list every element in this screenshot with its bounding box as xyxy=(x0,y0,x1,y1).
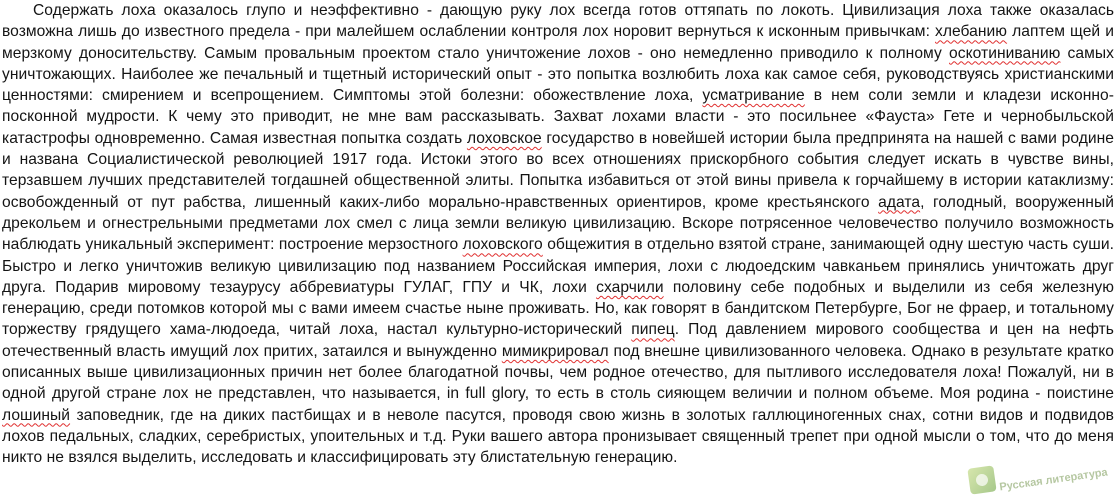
misspelled-word[interactable]: лоховское xyxy=(466,129,542,147)
text-run: самых уничтожающих. Наиболее же печальный и тщетный исторический опыт - это попытка возлюбить лоха как самое себя, руководствуясь христианскими ценностями: смирением и всепрощением. Симптомы этой болезни: обожествление лоха, xyxy=(2,44,1114,105)
text-run: под внешне цивилизованного человека. Однако в результате кратко описанных выше цивилизационных причин нет более благодатной почвы, чем родное отечество, для пытливого исследователя лоха! Пожалуй, ни в одной другой стране лох не представлен, что называется, in full glory, то есть в столь сияющем величии и полном объеме. Моя родина - поистине xyxy=(2,342,1114,403)
text-run: , голодный, вооруженный дрекольем и огнестрельными предметами лох смел с лица земли великую цивилизацию. Вскоре потрясенное человечество получило возможность наблюдать уникальный эксперимент: построение мерзостного xyxy=(2,193,1114,254)
text-run: общежития в отдельно взятой стране, занимающей одну шестую часть суши. Быстро и легко уничтожив великую цивилизацию под названием Российская империя, лохи с людоедским чавканьем принялись уничтожать друг друга. Подарив мировому тезаурусу аббревиатуры ГУЛАГ, ГПУ и ЧК, лохи xyxy=(2,236,1114,296)
misspelled-word[interactable]: пипец xyxy=(631,321,675,339)
text-run: лаптем щей и мерзкому доносительству. Самым провальным проектом стало уничтожение лохов - оно немедленно приводило к полному xyxy=(2,23,1114,62)
misspelled-word[interactable]: оскотиниванию xyxy=(949,44,1061,62)
misspelled-word[interactable]: хлебанию xyxy=(935,23,1008,41)
watermark xyxy=(969,467,1108,493)
watermark-logo-icon xyxy=(967,465,996,494)
text-run: государство в новейшей истории была предпринята на нашей с вами родине и названа Социалистической революцией 1917 года. Истоки этого во всех отношениях прискорбного события следует искать в чувстве вины, терзавшем лучших представителей тогдашней общественной элиты. Попытка избавиться от этой вины привела к горчайшему в истории катаклизму: освобожденный от пут рабства, лишенный каких-либо морально-нравственных ориентиров, кроме крестьянского xyxy=(2,129,1114,211)
misspelled-word[interactable]: усматривание xyxy=(702,87,805,105)
text-run: Содержать лоха оказалось глупо и неэффективно - дающую руку лох всегда готов оттяпать по локоть. Цивилизация лоха также оказалась возможна лишь до известного предела - при малейшем ослаблении контроля лох норовит вернуться к исконным привычкам: xyxy=(2,2,1114,41)
misspelled-word[interactable]: мимикрировал xyxy=(501,342,609,360)
misspelled-word[interactable]: схарчили xyxy=(596,278,664,296)
text-run: . Под давлением мирового сообщества и цен на нефть отечественный власть имущий лох притих, затаился и вынужденно xyxy=(2,321,1114,360)
text-run: половину себе подобных и выделили из себя железную генерацию, среди потомков которой мы с вами имеем счастье ныне проживать. Но, как говорят в бандитском Петербурге, Бог не фраер, и тотальному торжеству грядущего хама-людоеда, читай лоха, настал культурно-исторический xyxy=(2,278,1114,339)
misspelled-word[interactable]: лошиный xyxy=(2,406,71,424)
misspelled-word[interactable]: адата xyxy=(878,193,921,211)
text-run: в нем соли земли и кладези исконно-посконной мудрости. К чему это приводит, не мне вам рассказывать. Захват лохами власти - это посильнее «Фауста» Гете и чернобыльской катастрофы одновременно. Самая известная попытка создать xyxy=(2,87,1114,147)
text-run: заповедник, где на диких пастбищах и в неволе пасутся, проводя свою жизнь в золотых галлюциногенных снах, сотни видов и подвидов лохов педальных, сладких, серебристых, упоительных и т.д. Руки вашего автора пронизывает священный трепет при одной мысли о том, что до меня никто не взялся выделить, исследовать и классифицировать эту блистательную генерацию. xyxy=(2,406,1114,467)
misspelled-word[interactable]: лоховского xyxy=(462,236,543,254)
watermark-text: Русская литература xyxy=(998,466,1109,494)
